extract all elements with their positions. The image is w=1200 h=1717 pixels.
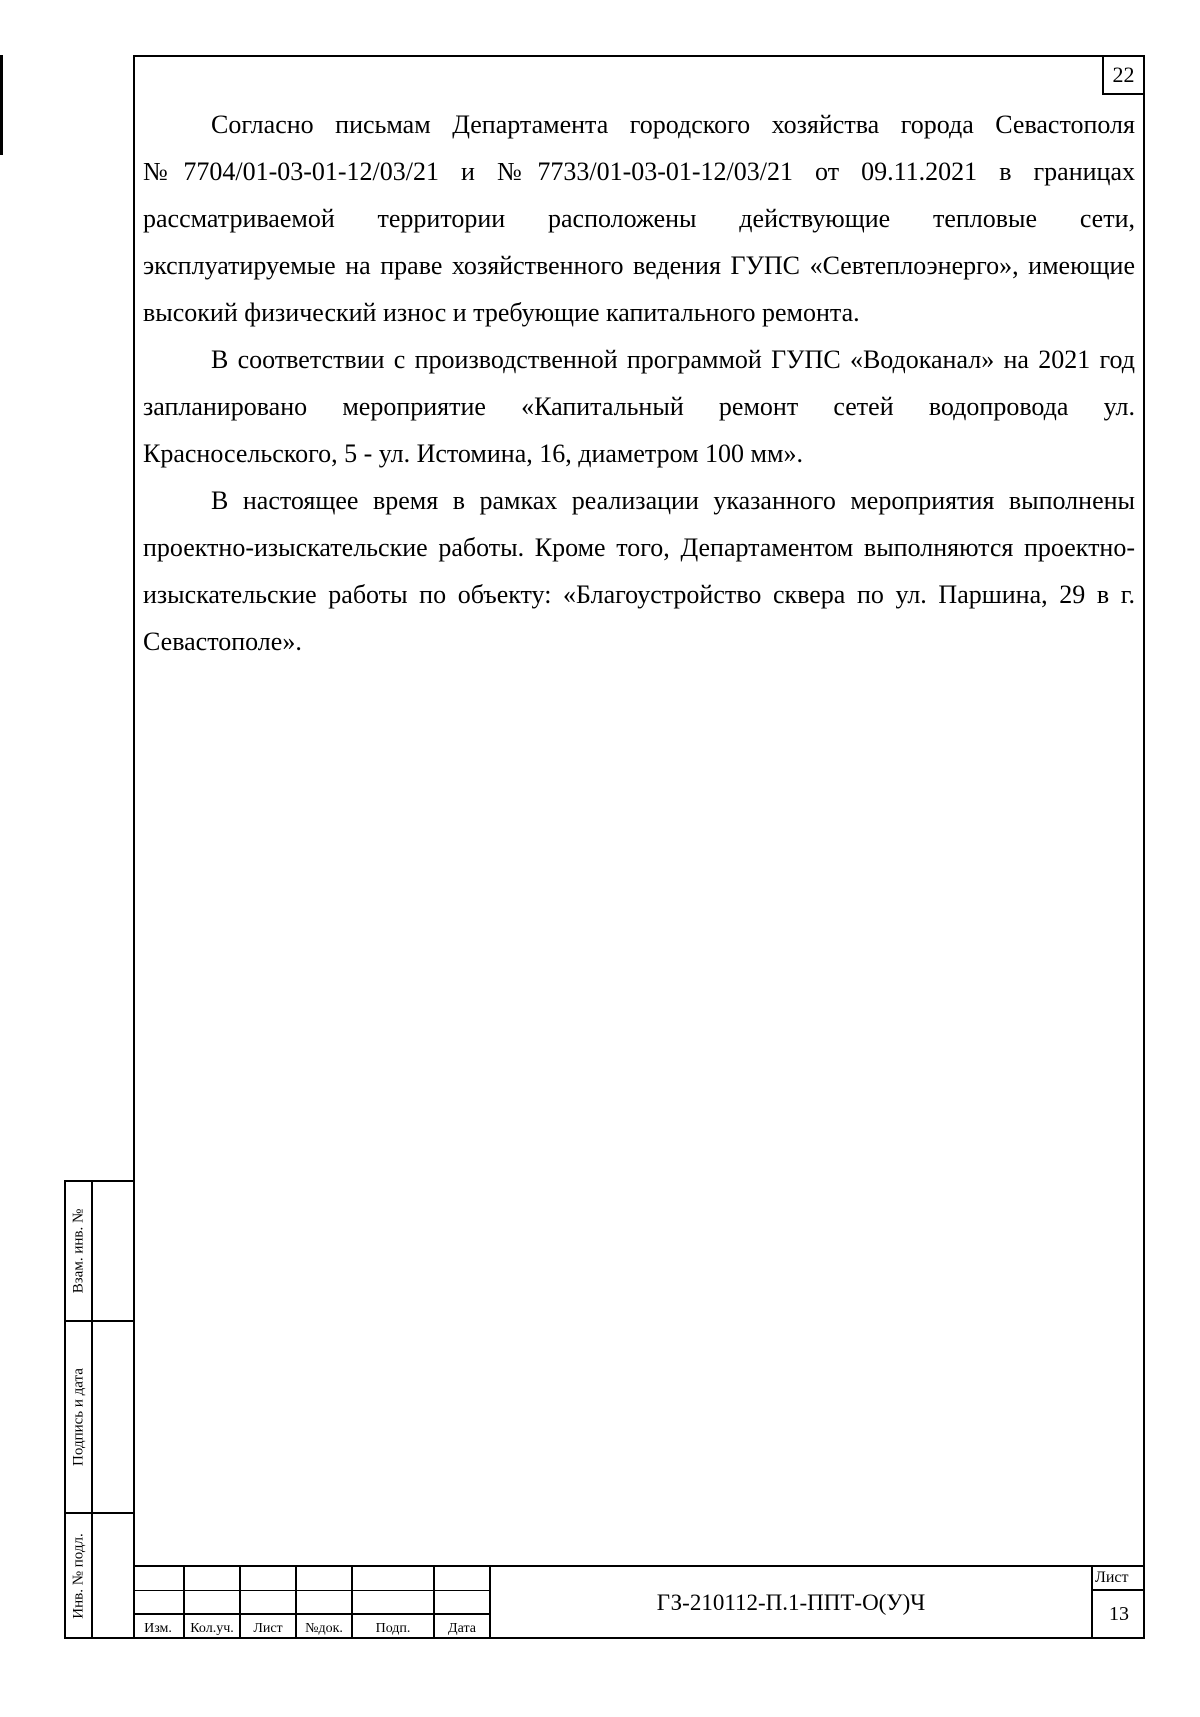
- title-block-revision-grid: [133, 1567, 491, 1639]
- column-label-count: Кол.уч.: [185, 1615, 241, 1639]
- document-code: ГЗ-210112-П.1-ППТ-О(У)Ч: [656, 1590, 926, 1615]
- column-label-sheet: Лист: [241, 1615, 297, 1639]
- page-number: 22: [1102, 55, 1145, 95]
- page-frame: [133, 55, 1145, 1639]
- side-stamp-row-original: [66, 1514, 133, 1637]
- column-label-doc-number: №док.: [297, 1615, 353, 1639]
- body-text: [143, 101, 1135, 665]
- sheet-box: [1091, 1567, 1145, 1639]
- sheet-label: Лист: [1093, 1567, 1145, 1591]
- scan-edge-mark: [0, 55, 3, 155]
- side-stamp: [64, 1180, 133, 1639]
- side-stamp-label-replaced-inv: Взам. инв. №: [70, 1208, 86, 1294]
- side-stamp-row-replaced: [66, 1182, 133, 1322]
- side-stamp-row-signature: [66, 1322, 133, 1514]
- column-label-change: Изм.: [133, 1615, 185, 1639]
- title-block: [133, 1565, 1145, 1639]
- sheet-number: 13: [1109, 1602, 1129, 1625]
- paragraph-2: В соответствии с производственной программой ГУПС «Водоканал» на 2021 год запланировано мероприятие «Капитальный ремонт сетей водопровода ул. Красносельского, 5 - ул. Истомина, 16, диаметром 100 мм».: [143, 345, 1135, 468]
- column-label-date: Дата: [435, 1615, 491, 1639]
- paragraph-3: В настоящее время в рамках реализации указанного мероприятия выполнены проектно-изыскательские работы. Кроме того, Департаментом выполняются проектно-изыскательские работы по объекту: «Благоустройство сквера по ул. Паршина, 29 в г. Севастополе».: [143, 486, 1135, 656]
- column-label-signature: Подп.: [353, 1615, 435, 1639]
- paragraph-1: Согласно письмам Департамента городского хозяйства города Севастополя №7704/01-03-01-12/03/21 и №7733/01-03-01-12/03/21 от 09.11.2021 в границах рассматриваемой территории расположены действующие тепловые сети, эксплуатируемые на праве хозяйственного ведения ГУПС «Севтеплоэнерго», имеющие высокий физический износ и требующие капитального ремонта.: [143, 110, 1135, 327]
- side-stamp-label-signature-date: Подпись и дата: [70, 1368, 86, 1466]
- side-stamp-label-original-inv: Инв. № подл.: [70, 1532, 86, 1619]
